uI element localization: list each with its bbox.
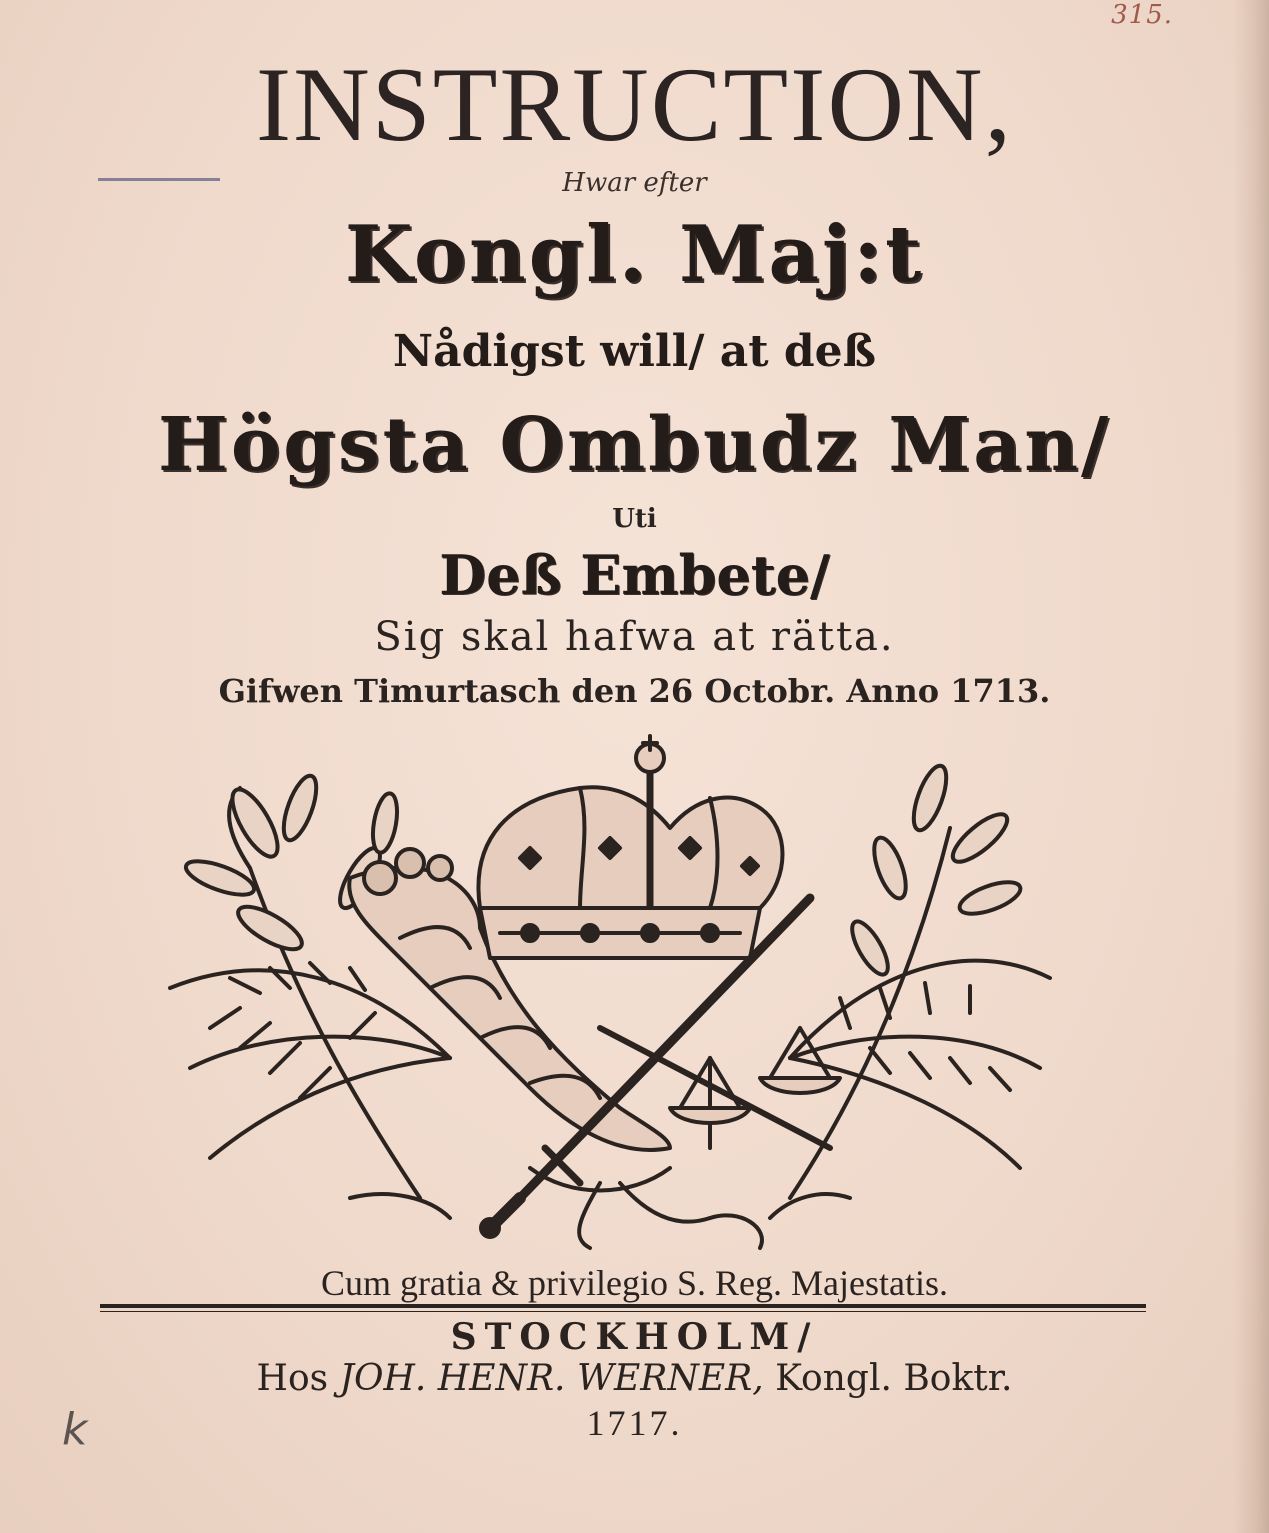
- privilege-line: Cum gratia & privilegio S. Reg. Majestatis.: [321, 1263, 948, 1303]
- line-nadigst: Nådigst will/ at deß: [392, 326, 877, 377]
- divider-thin-rule: [100, 1311, 1146, 1312]
- divider-thick-rule: [100, 1304, 1146, 1308]
- ribbon-bow-icon: [350, 1168, 850, 1248]
- subtitle-hwar-efter: Hwar efter: [562, 168, 707, 198]
- imprint-hos: Hos: [256, 1358, 329, 1399]
- crown-icon: [478, 736, 782, 958]
- heading-dess-embete: Deß Embete/: [439, 543, 830, 607]
- corner-manuscript-mark: 315.: [1111, 0, 1173, 30]
- imprint-printer-line: [0, 1358, 1269, 1399]
- left-branch-icon: [182, 772, 420, 1198]
- line-uti: Uti: [612, 504, 657, 534]
- heading-hogsta-ombudzman: Högsta Ombudz Man/: [157, 402, 1112, 488]
- line-sig-skal: Sig skal hafwa at rätta.: [374, 614, 895, 660]
- pencil-margin-mark: k: [62, 1404, 88, 1455]
- imprint-city: STOCKHOLM/: [450, 1316, 819, 1358]
- woodcut-emblem-icon: [150, 728, 1060, 1258]
- imprint-printer-title: Kongl. Boktr.: [775, 1358, 1013, 1399]
- left-palm-icon: [170, 963, 450, 1158]
- imprint-printer-name: JOH. HENR. WERNER,: [339, 1358, 764, 1399]
- title-instruction: INSTRUCTION,: [255, 46, 1014, 163]
- right-branch-icon: [790, 762, 1024, 1198]
- line-gifwen-date: Gifwen Timurtasch den 26 Octobr. Anno 1713.: [218, 672, 1051, 710]
- imprint-year: 1717.: [586, 1403, 683, 1443]
- heading-kongl-majt: Kongl. Maj:t: [344, 209, 925, 300]
